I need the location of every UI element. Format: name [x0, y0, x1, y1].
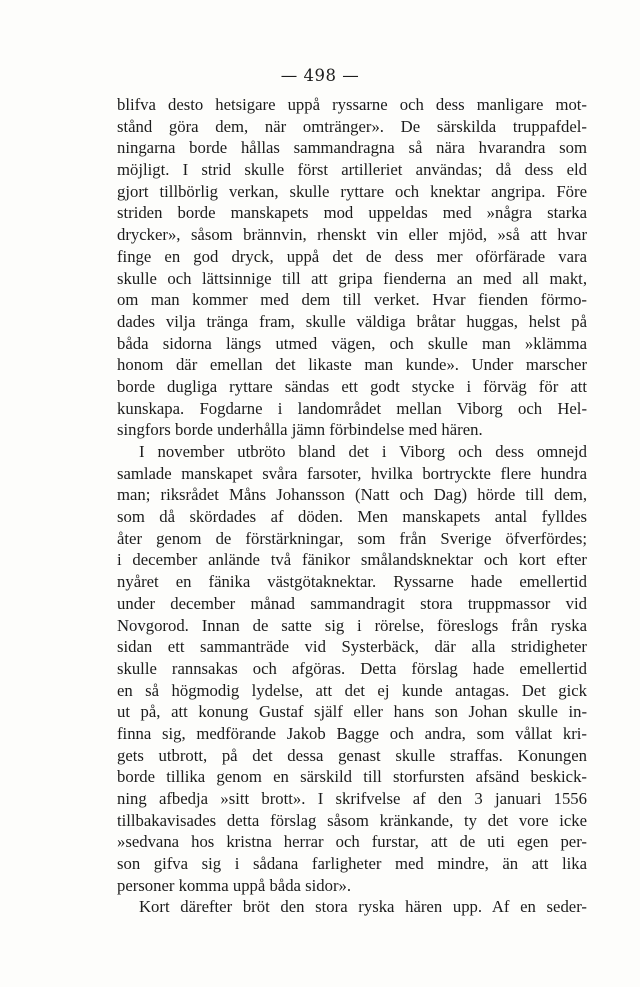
- text-line: om man kommer med dem till verket. Hvar fienden förmo-: [117, 290, 587, 310]
- text-line: personer komma uppå båda sidor».: [117, 875, 352, 895]
- text-line: man; riksrådet Måns Johansson (Natt och Dag) hörde till dem,: [117, 485, 587, 505]
- text-line: singfors borde underhålla jämn förbindelse med hären.: [117, 420, 483, 440]
- text-line: stånd göra dem, när omtränger». De särskilda truppafdel-: [117, 116, 587, 136]
- text-line: ning afbedja »sitt brott». I skrifvelse af den 3 januari 1556: [117, 789, 587, 808]
- text-line: skulle och lättsinnige till att gripa fienderna an med all makt,: [117, 268, 587, 288]
- text-line: en så högmodig lydelse, att det ej kunde antagas. Det gick: [117, 680, 587, 700]
- text-line: son gifva sig i sådana farligheter med mindre, än att lika: [117, 854, 587, 874]
- page-number: — 498 —: [280, 66, 360, 85]
- text-line: ningarna borde hållas sammandragna så nära hvarandra som: [117, 138, 587, 158]
- paragraph: [117, 896, 587, 918]
- text-line: borde tillika genom en särskild till storfursten afsänd beskick-: [117, 767, 587, 787]
- text-line: Kort därefter bröt den stora ryska hären upp. Af en seder-: [139, 897, 587, 917]
- text-line: ut på, att konung Gustaf själf eller hans son Johan skulle in-: [117, 702, 587, 722]
- text-line: dades vilja tränga fram, skulle väldiga bråtar huggas, helst på: [117, 311, 587, 331]
- text-line: blifva desto hetsigare uppå ryssarne och dess manligare mot-: [117, 95, 587, 114]
- text-line: Novgorod. Innan de satte sig i rörelse, föreslogs från ryska: [117, 615, 587, 635]
- text-line: båda sidorna längs utmed vägen, och skulle man »klämma: [117, 333, 587, 353]
- paragraph: [117, 94, 587, 441]
- text-line: sidan ett sammanträde vid Systerbäck, där alla stridigheter: [117, 637, 587, 657]
- text-line: »sedvana hos kristna herrar och furstar, att de uti egen per-: [117, 832, 587, 852]
- text-line: borde dugliga ryttare sändas ett godt stycke i förväg för att: [117, 376, 587, 396]
- text-line: kunskapa. Fogdarne i landområdet mellan Viborg och Hel-: [117, 398, 587, 418]
- text-line: i december anlände två fänikor smålandsknektar och kort efter: [117, 550, 587, 570]
- text-line: honom där emellan det likaste man kunde». Under marscher: [117, 355, 587, 375]
- text-line: gjort tillbörlig verkan, skulle ryttare och knektar angripa. Före: [117, 181, 587, 201]
- text-line: under december månad sammandragit stora truppmassor vid: [117, 593, 587, 613]
- text-line: möjligt. I strid skulle först artilleriet användas; då dess eld: [117, 160, 587, 180]
- body-text: [117, 94, 587, 918]
- text-line: finge en god dryck, uppå det de dess mer oförfärade vara: [117, 246, 587, 266]
- text-line: åter genom de förstärkningar, som från Sverige öfverfördes;: [117, 528, 587, 548]
- text-line: samlade manskapet svåra farsoter, hvilka bortryckte flere hundra: [117, 463, 587, 483]
- text-line: drycker», såsom brännvin, rhenskt vin eller mjöd, »så att hvar: [117, 225, 587, 245]
- text-line: som då skördades af döden. Men manskapets antal fylldes: [117, 507, 587, 527]
- paragraph: [117, 441, 587, 896]
- text-line: finna sig, medförande Jakob Bagge och andra, som vållat kri-: [117, 723, 587, 743]
- text-line: skulle rannsakas och afgöras. Detta förslag hade emellertid: [117, 658, 587, 678]
- text-line: I november utbröto bland det i Viborg och dess omnejd: [139, 442, 587, 461]
- text-line: nyåret en fänika västgötaknektar. Ryssarne hade emellertid: [117, 572, 587, 592]
- text-line: striden borde manskapets mod uppeldas med »några starka: [117, 203, 587, 223]
- text-line: tillbakavisades detta förslag såsom kränkande, ty det vore icke: [117, 810, 587, 830]
- text-line: gets utbrott, på det dessa genast skulle straffas. Konungen: [117, 745, 587, 765]
